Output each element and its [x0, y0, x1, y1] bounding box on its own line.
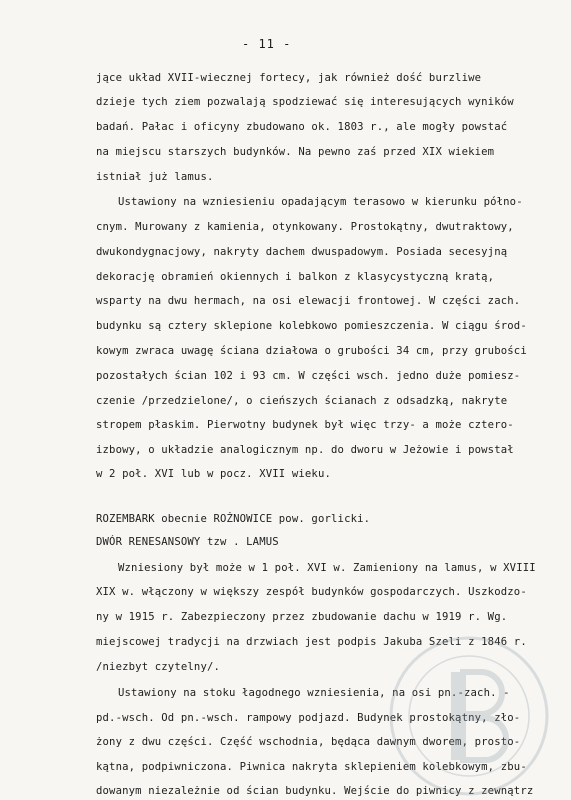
text-line: stropem płaskim. Pierwotny budynek był więc trzy- a może cztero-: [96, 419, 514, 431]
text-line: dekorację obramień okiennych i balkon z klasycystyczną kratą,: [96, 271, 495, 283]
text-line: dwukondygnacjowy, nakryty dachem dwuspadowym. Posiada secesyjną: [96, 246, 508, 258]
text-line: jące układ XVII-wiecznej fortecy, jak również dość burzliwe: [96, 72, 482, 84]
text-line: /niezbyt czytelny/.: [96, 661, 221, 673]
text-line: dowanym niezależnie od ścian budynku. Wejście do piwnicy z zewnątrz: [96, 785, 534, 797]
text-line: badań. Pałac i oficyny zbudowano ok. 1803 r., ale mogły powstać: [96, 121, 508, 133]
text-line: miejscowej tradycji na drzwiach jest podpis Jakuba Szeli z 1846 r.: [96, 636, 527, 648]
text-line: cnym. Murowany z kamienia, otynkowany. Prostokątny, dwutraktowy,: [96, 221, 514, 233]
text-line: czenie /przedzielone/, o cieńszych ścianach z odsadzką, nakryte: [96, 395, 508, 407]
text-line: na miejscu starszych budynków. Na pewno zaś przed XIX wiekiem: [96, 146, 495, 158]
page-number: - 11 -: [242, 37, 292, 51]
library-stamp: [385, 632, 553, 800]
text-line: wsparty na dwu hermach, na osi elewacji frontowej. W części zach.: [96, 295, 521, 307]
entry-subtitle: DWÓR RENESANSOWY tzw . LAMUS: [96, 536, 279, 548]
text-line: ny w 1915 r. Zabezpieczony przez zbudowanie dachu w 1919 r. Wg.: [96, 611, 508, 623]
entry-title: ROZEMBARK obecnie ROŻNOWICE pow. gorlicki.: [96, 513, 371, 525]
text-line: izbowy, o układzie analogicznym np. do dworu w Jeżowie i powstał: [96, 444, 514, 456]
text-line: istniał już lamus.: [96, 171, 214, 183]
text-line: budynku są cztery sklepione kolebkowo pomieszczenia. W ciągu środ-: [96, 320, 527, 332]
text-line: kowym zwraca uwagę ściana działowa o grubości 34 cm, przy grubości: [96, 345, 527, 357]
text-line: Ustawiony na stoku łagodnego wzniesienia, na osi pn.-zach. -: [118, 687, 510, 699]
text-line: pd.-wsch. Od pn.-wsch. rampowy podjazd. Budynek prostokątny, zło-: [96, 712, 521, 724]
text-line: w 2 poł. XVI lub w pocz. XVII wieku.: [96, 468, 332, 480]
text-line: pozostałych ścian 102 i 93 cm. W części wsch. jedno duże pomiesz-: [96, 370, 521, 382]
text-line: Ustawiony na wzniesieniu opadającym terasowo w kierunku półno-: [118, 196, 523, 208]
text-line: Wzniesiony był może w 1 poł. XVI w. Zamieniony na lamus, w XVIII: [118, 562, 536, 574]
text-line: kątna, podpiwniczona. Piwnica nakryta sklepieniem kolebkowym, zbu-: [96, 761, 527, 773]
text-line: dzieje tych ziem pozwalają spodziewać się interesujących wyników: [96, 96, 514, 108]
text-line: XIX w. włączony w większy zespół budynków gospodarczych. Uszkodzo-: [96, 586, 527, 598]
text-line: żony z dwu części. Część wschodnia, będąca dawnym dworem, prosto-: [96, 736, 521, 748]
